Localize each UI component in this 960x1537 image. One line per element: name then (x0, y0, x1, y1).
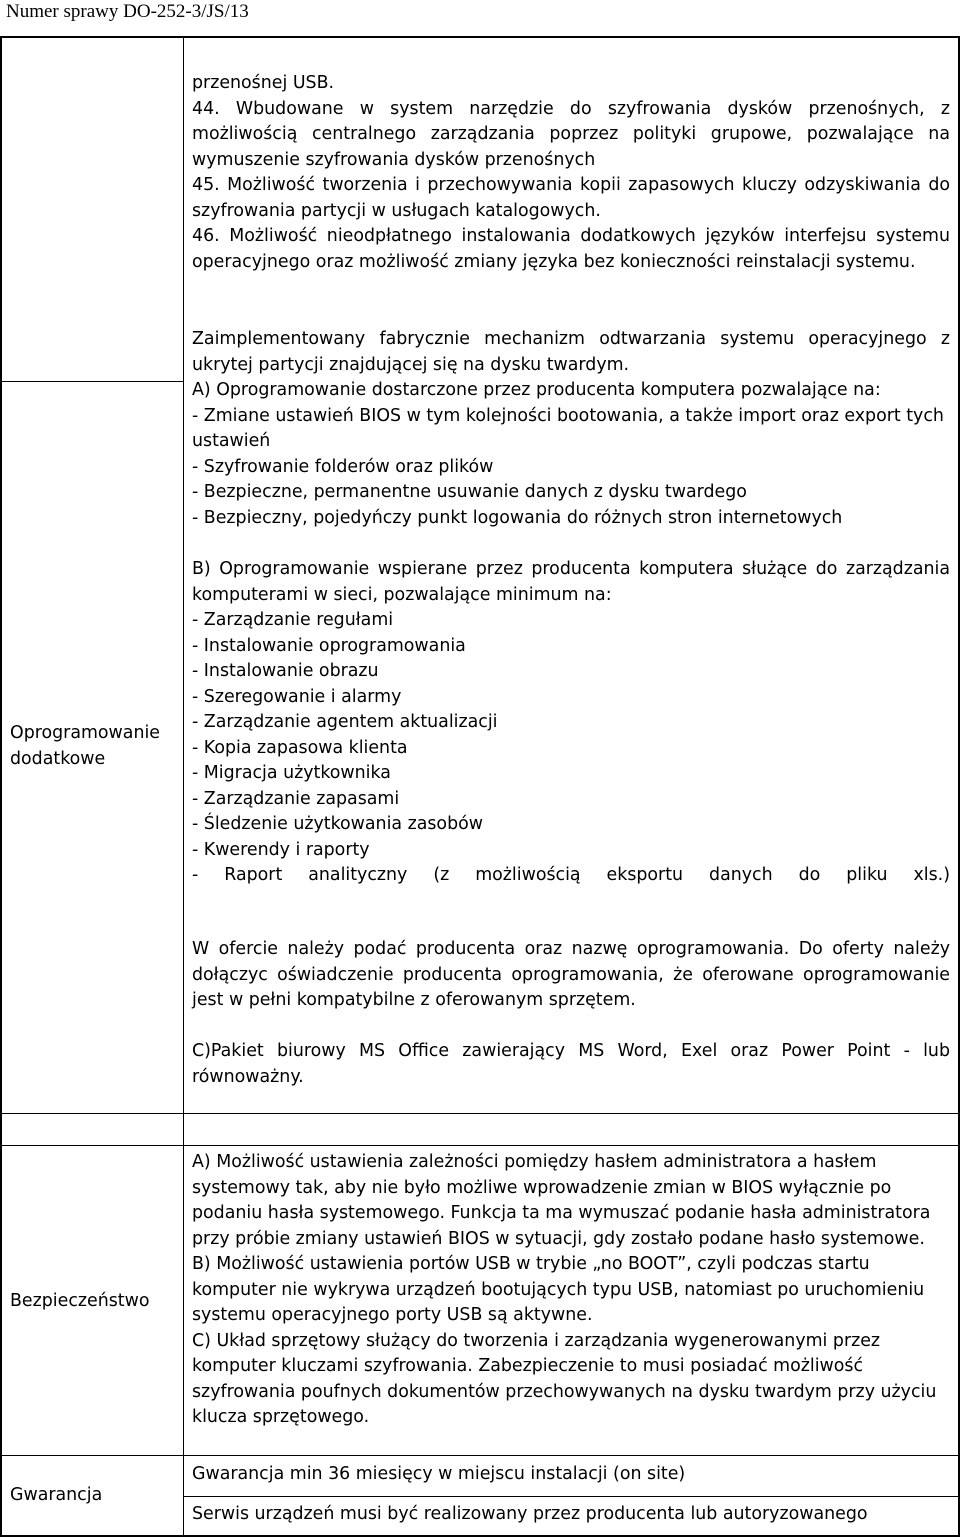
warranty-line2: Serwis urządzeń musi być realizowany przez producenta lub autoryzowanego (192, 1504, 868, 1524)
system-item-44: 44. Wbudowane w system narzędzie do szyfrowania dysków przenośnych, z możliwością centralnego zarządzania poprzez polityki grupowe, pozwalające na wymuszenie szyfrowania dysków przenośnych (192, 98, 950, 170)
recovery-mechanism-text: Zaimplementowany fabrycznie mechanizm odtwarzania systemu operacyjnego z ukrytej partycji znajdującej się na dysku twardym. (192, 329, 950, 375)
security-item-a: A) Możliwość ustawienia zależności pomiędzy hasłem administratora a hasłem systemowy tak, aby nie było możliwe wprowadzenie zmian w BIOS wyłącznie po podaniu hasła systemowego. Funkcja ta ma wymuszać podanie hasła administratora przy próbie zmiany ustawień BIOS w sytuacji, gdy zostało podane hasło systemowe. (192, 1152, 931, 1249)
software-label-line1: Oprogramowanie (10, 723, 160, 743)
section-a-item: - Bezpieczny, pojedyńczy punkt logowania do różnych stron internetowych (192, 507, 843, 528)
case-number: Numer sprawy DO-252-3/JS/13 (6, 1, 249, 22)
section-b-intro: B) Oprogramowanie wspierane przez producenta komputera służące do zarządzania komputerami w sieci, pozwalające minimum na: (192, 559, 950, 605)
row-divider-security-warranty (0, 1455, 960, 1456)
security-row-label: Bezpieczeństwo (10, 1291, 150, 1311)
software-section-a (192, 378, 950, 531)
section-b-item: - Instalowanie oprogramowania (192, 635, 466, 656)
row-divider-empty-security (0, 1145, 960, 1146)
section-b-item: - Zarządzanie zapasami (192, 788, 400, 809)
section-a-item: - Zmiane ustawień BIOS w tym kolejności bootowania, a także import oraz export tych ustawień (192, 405, 944, 451)
column-divider (183, 36, 184, 1537)
row-divider-system-software (0, 381, 184, 382)
section-b-item: - Instalowanie obrazu (192, 661, 379, 681)
section-a-heading: A) Oprogramowanie dostarczone przez producenta komputera pozwalające na: (192, 380, 881, 400)
section-b-item: - Szeregowanie i alarmy (192, 686, 402, 707)
section-c-text: C)Pakiet biurowy MS Office zawierający MS Word, Exel oraz Power Point - lub równoważny. (192, 1041, 950, 1087)
software-offer-note (192, 937, 950, 1014)
section-b-item: - Śledzenie użytkowania zasobów (192, 814, 483, 834)
section-b-item: - Kwerendy i raporty (192, 839, 370, 860)
security-item-c: C) Układ sprzętowy służący do tworzenia i zarządzania wygenerowanymi przez komputer kluczami szyfrowania. Zabezpieczenie to musi posiadać możliwość szyfrowania poufnych dokumentów przechowywanych na dysku twardym przy użyciu klucza sprzętowego. (192, 1330, 937, 1427)
system-item-45: 45. Możliwość tworzenia i przechowywania kopii zapasowych kluczy odzyskiwania do szyfrowania partycji w usługach katalogowych. (192, 175, 950, 221)
table-top-border (0, 36, 960, 38)
system-item-usb: przenośnej USB. (192, 73, 335, 93)
offer-note-text: W ofercie należy podać producenta oraz nazwę oprogramowania. Do oferty należy dołączyc oświadczenie producenta oprogramowania, że oferowane oprogramowanie jest w pełni kompatybilne z oferowanym sprzętem. (192, 939, 950, 1010)
section-b-item-last: - Raport analityczny (z możliwością eksportu danych do pliku xls.) (192, 865, 950, 885)
table-left-border (0, 36, 2, 1537)
warranty-row-label: Gwarancja (10, 1485, 103, 1505)
section-a-item: - Bezpieczne, permanentne usuwanie danych z dysku twardego (192, 482, 747, 502)
system-requirements-cell (192, 71, 950, 275)
section-b-item: - Migracja użytkownika (192, 763, 391, 783)
section-b-item: - Kopia zapasowa klienta (192, 737, 408, 758)
software-section-c (192, 1039, 950, 1090)
warranty-line1: Gwarancja min 36 miesięcy w miejscu instalacji (on site) (192, 1464, 686, 1484)
software-label-line2: dodatkowe (10, 748, 106, 769)
row-divider-software-empty (0, 1113, 960, 1114)
section-b-item: - Zarządzanie agentem aktualizacji (192, 712, 498, 732)
software-row-label (10, 721, 160, 772)
section-a-item: - Szyfrowanie folderów oraz plików (192, 456, 494, 477)
security-cell (192, 1150, 950, 1431)
system-recovery-cell (192, 327, 950, 378)
row-divider-warranty-inner (184, 1496, 960, 1497)
security-item-b: B) Możliwość ustawienia portów USB w trybie „no BOOT”, czyli podczas startu komputer nie wykrywa urządzeń bootujących typu USB, natomiast po uruchomieniu systemu operacyjnego porty USB są aktywne. (192, 1254, 925, 1325)
software-section-b (192, 557, 950, 889)
section-b-item: - Zarządzanie regułami (192, 610, 394, 630)
system-item-46: 46. Możliwość nieodpłatnego instalowania dodatkowych języków interfejsu systemu operacyjnego oraz możliwość zmiany języka bez konieczności reinstalacji systemu. (192, 226, 950, 272)
